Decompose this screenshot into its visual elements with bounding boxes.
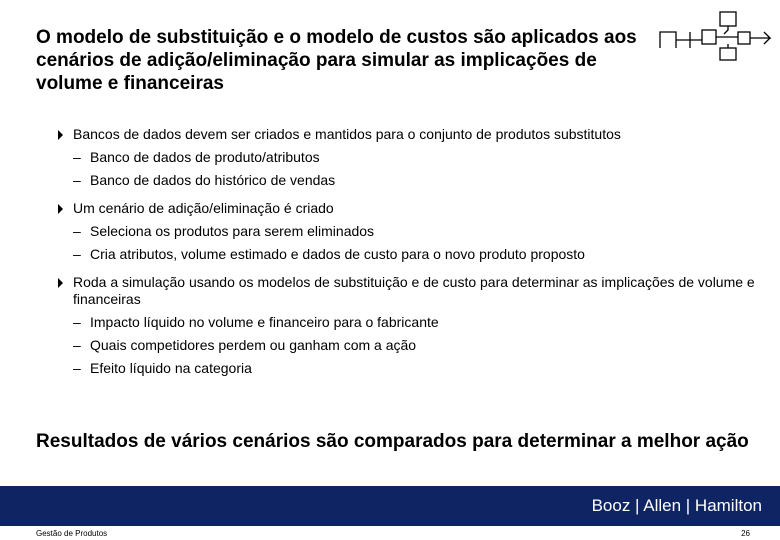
dash-marker: – — [73, 223, 81, 239]
bullet-text: Bancos de dados devem ser criados e mantidos para o conjunto de produtos substitutos — [73, 126, 621, 142]
dash-marker: – — [73, 314, 81, 330]
sub-bullet-text: Cria atributos, volume estimado e dados de custo para o novo produto proposto — [90, 246, 585, 262]
bullet-list — [58, 126, 758, 388]
sub-bullet — [73, 337, 758, 354]
sub-bullet — [73, 223, 758, 240]
sub-bullet — [73, 360, 758, 377]
page-number: 26 — [741, 529, 750, 538]
conclusion-text: Resultados de vários cenários são comparados para determinar a melhor ação — [36, 431, 749, 452]
dash-marker: – — [73, 172, 81, 188]
sub-bullet-text: Efeito líquido na categoria — [90, 360, 252, 376]
sub-bullet-text: Banco de dados de produto/atributos — [90, 149, 320, 165]
sub-bullet — [73, 314, 758, 331]
sub-bullet-text: Quais competidores perdem ou ganham com a ação — [90, 337, 417, 353]
sub-bullet-text: Impacto líquido no volume e financeiro para o fabricante — [90, 314, 439, 330]
dash-marker: – — [73, 360, 81, 376]
triangle-right-icon — [58, 130, 63, 140]
triangle-right-icon — [58, 278, 63, 288]
slide-title: O modelo de substituição e o modelo de custos são aplicados aos cenários de adição/eliminação para simular as implicações de volume e financeiras — [36, 27, 637, 94]
sub-bullet — [73, 149, 758, 166]
bullet-item — [58, 200, 758, 263]
footer-text: Gestão de Produtos — [36, 529, 108, 538]
bullet-item — [58, 274, 758, 377]
booz-allen-hamilton-logo: Booz | Allen | Hamilton — [591, 496, 762, 515]
sub-bullet-text: Seleciona os produtos para serem eliminados — [90, 223, 375, 239]
brand-bar — [0, 486, 780, 526]
dash-marker: – — [73, 246, 81, 262]
triangle-right-icon — [58, 204, 63, 214]
flow-diagram-icon — [658, 10, 774, 62]
sub-bullet — [73, 246, 758, 263]
bullet-text: Um cenário de adição/eliminação é criado — [73, 200, 334, 216]
sub-bullet — [73, 172, 758, 189]
bullet-text: Roda a simulação usando os modelos de substituição e de custo para determinar as implicações de volume e financeiras — [73, 274, 755, 307]
dash-marker: – — [73, 149, 81, 165]
bullet-item — [58, 126, 758, 189]
dash-marker: – — [73, 337, 81, 353]
sub-bullet-text: Banco de dados do histórico de vendas — [90, 172, 336, 188]
